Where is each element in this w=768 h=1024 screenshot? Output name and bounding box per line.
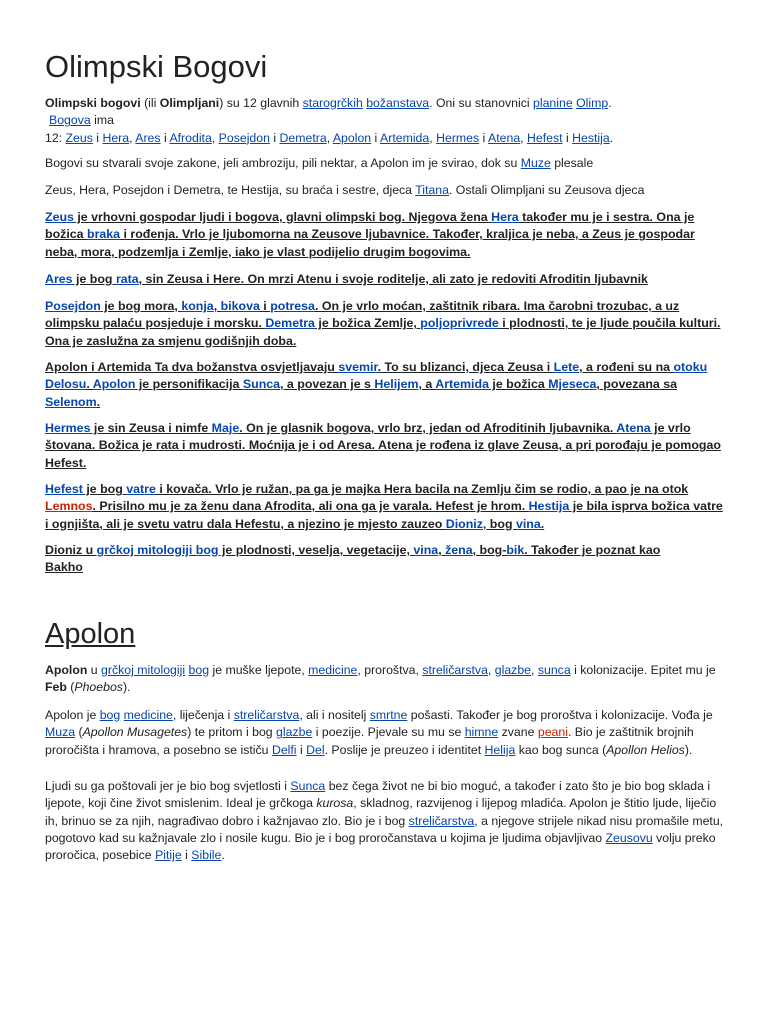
text: je vrlo štovana. Božica je rata i mudrosti. Moćnija je i od Aresa. Atena je rođena iz glave Zeusa, a pri porođaju je pomogao Hefest. (45, 421, 721, 470)
link-muze[interactable]: Muze (520, 156, 551, 170)
link-medicine[interactable]: medicine (308, 663, 358, 677)
text: , (520, 130, 528, 145)
link-streličarstva[interactable]: streličarstva (233, 708, 300, 722)
link-otoku[interactable]: otoku (673, 360, 708, 374)
link-zeusovu[interactable]: Zeusovu (605, 830, 653, 845)
text: . (608, 96, 612, 110)
text: , (438, 543, 446, 557)
text: . Oni su stanovnici (429, 96, 533, 110)
text: i poezije. Pjevale su mu se (312, 725, 465, 740)
link-bog[interactable]: bog (195, 543, 219, 557)
text: je božica Zemlje, (314, 316, 421, 331)
link-hermes[interactable]: Hermes (45, 421, 91, 435)
link-selenom[interactable]: Selenom (45, 394, 97, 409)
link-del[interactable]: Del (306, 742, 325, 757)
text: bog (486, 516, 516, 531)
text: i (296, 742, 307, 757)
text: Olimpski bogovi (45, 96, 141, 110)
text: i (181, 848, 192, 863)
link-hefest[interactable]: Hefest (527, 130, 563, 145)
text: je personifikacija (135, 377, 243, 392)
text: ). (122, 680, 131, 695)
text: i (371, 130, 381, 145)
text: , (211, 130, 219, 145)
text: . (86, 377, 93, 392)
text: . (609, 130, 614, 145)
link-glazbe[interactable]: glazbe (276, 725, 313, 740)
text: je bog (72, 272, 116, 286)
text: , a (418, 377, 436, 392)
apolon-artemida-paragraph (45, 359, 725, 411)
text: Apollon Helios (606, 742, 685, 757)
text: plesale (550, 156, 594, 170)
link-peani[interactable]: peani (537, 725, 568, 740)
link-grckoj-mitologiji[interactable]: grčkoj mitologiji (96, 543, 193, 557)
link-helija[interactable]: Helija (484, 742, 516, 757)
ares-paragraph (45, 271, 725, 288)
text: Feb (45, 680, 67, 695)
link-glazbe[interactable]: glazbe (494, 663, 532, 677)
text: , (213, 299, 221, 313)
link-helijem[interactable]: Helijem (374, 377, 419, 392)
link-bik[interactable]: bik (506, 543, 525, 557)
text: , (487, 663, 495, 677)
link-rata[interactable]: rata (115, 272, 139, 286)
link-dioniz[interactable]: Dioniz, (445, 516, 487, 531)
text: je bog (82, 482, 127, 496)
text: je bog mora, (100, 299, 182, 313)
link-medicine[interactable]: medicine (123, 708, 173, 722)
text: Apolon i Artemida (45, 360, 155, 374)
text: Zeus, Hera, Posejdon i Demetra, te Hestija, su braća i sestre, djeca (45, 183, 416, 197)
text: , povezana sa (596, 377, 677, 392)
text: Olimpljani (159, 96, 220, 110)
text: , (129, 130, 136, 145)
link-artemida[interactable]: Artemida (380, 130, 430, 145)
text: bez čega život ne bi bio moguć, a također i zato što je bio bog sklada i ljepote, koji čine život smislenim. Ideal je grčkoga (45, 779, 711, 811)
text: i (269, 130, 280, 145)
link-smrtne[interactable]: smrtne (369, 708, 408, 722)
link-posejdon[interactable]: Posejdon (45, 299, 101, 313)
text: , skladnog, razvijenog i lijepog mladića. Apolon je štitio ljude, liječio ih, brinuo se za njih, nagrađivao dobro i kažnjavao zlo. Bio je i bog (45, 796, 717, 828)
paragraph (45, 155, 735, 172)
text: Ljudi su ga poštovali jer je bio bog svjetlosti i (45, 779, 291, 793)
link-vatre[interactable]: vatre (126, 482, 156, 496)
text: , bog- (472, 543, 507, 557)
text: . (96, 394, 101, 409)
link-bogova[interactable]: Bogova (49, 113, 91, 128)
text: Apollon Musagetes (82, 725, 188, 740)
text: i (92, 130, 103, 145)
link-lete[interactable]: Lete (553, 360, 580, 374)
link-svemir[interactable]: svemir (338, 360, 378, 374)
link-posejdon[interactable]: Posejdon (218, 130, 270, 145)
link-mjeseca[interactable]: Mjeseca (548, 377, 597, 392)
text: Apolon (45, 663, 88, 677)
text: . Poslije je preuzeo i identitet (324, 742, 485, 757)
link-delfi[interactable]: Delfi (271, 742, 297, 757)
text: Apolon je (45, 708, 100, 722)
text: i plodnosti, te je ljude poučila kulturi. Ona je zaslužna za smjenu godišnjih doba. (45, 316, 721, 348)
text: Phoebos (74, 680, 123, 695)
link-maje[interactable]: Maje (211, 421, 240, 435)
text: , (326, 130, 333, 145)
zeus-paragraph (45, 209, 725, 261)
text: i (479, 130, 489, 145)
link-hestija[interactable]: Hestija (572, 130, 610, 145)
link-muza[interactable]: Muza (45, 725, 76, 740)
link-zena[interactable]: žena (445, 543, 473, 557)
link-streličarstva[interactable]: streličarstva (408, 813, 475, 828)
link-atena[interactable]: Atena (616, 421, 651, 435)
text: je sin Zeusa i nimfe (90, 421, 212, 435)
link-bog[interactable]: bog (99, 708, 121, 722)
link-poljoprivrede[interactable]: poljoprivrede (420, 316, 499, 331)
link-zeus[interactable]: Zeus (45, 210, 74, 224)
link-demetra[interactable]: Demetra (279, 130, 327, 145)
link-hestija[interactable]: Hestija (528, 499, 570, 514)
page-title: Olimpski Bogovi (45, 49, 268, 84)
text: volju preko proročica, posebice (45, 830, 716, 863)
link-himne[interactable]: himne (464, 725, 499, 740)
apolon-paragraph-2 (45, 707, 725, 759)
text: ) su 12 glavnih (219, 96, 303, 110)
text: , (531, 663, 538, 677)
hefest-paragraph (45, 481, 725, 533)
text: . Prisilno mu je za ženu dana Afrodita, ali ona ga je varala. Hefest je hrom. (92, 499, 529, 514)
text: , liječenja i (172, 708, 234, 722)
link-hermes[interactable]: Hermes (436, 130, 480, 145)
text: je muške ljepote, (209, 663, 309, 677)
posejdon-paragraph (45, 298, 725, 350)
link-planine[interactable]: planine (533, 96, 573, 110)
link-lemnos[interactable]: Lemnos (45, 499, 93, 514)
text: . (221, 848, 225, 863)
text: . On je glasnik bogova, vrlo brz, jedan od Afroditinih ljubavnika. (239, 421, 617, 435)
link-zeus[interactable]: Zeus (65, 130, 93, 145)
text: . Također je poznat kao Bakho (45, 543, 661, 575)
text: također mu je i sestra. Ona je božica (45, 210, 695, 242)
link-hera[interactable]: Hera (491, 210, 519, 224)
text: je vrhovni gospodar ljudi i bogova, glavni olimpski bog. Njegova žena (73, 210, 492, 224)
text: . To su blizanci, djeca Zeusa i (377, 360, 554, 374)
text: i (259, 299, 271, 313)
link-delosu[interactable]: Delosu (45, 377, 87, 392)
link-artemida[interactable]: Artemida (435, 377, 489, 392)
text: . Ostali Olimpljani su Zeusova djeca (448, 183, 645, 197)
link-konja[interactable]: konja (181, 299, 214, 313)
link-titana[interactable]: Titana (415, 183, 449, 197)
text: u (87, 663, 102, 677)
link-streličarstva[interactable]: streličarstva (422, 663, 488, 677)
text: . On je vrlo moćan, zaštitnik ribara. Ima čarobni trozubac, a uz olimpsku palaću posjeduje i morsku. (45, 299, 680, 331)
text: pošasti. Također je bog proroštva i kolonizacije. Vođa je (407, 708, 713, 722)
text: ). (684, 742, 693, 757)
link-bozanstava[interactable]: božanstava (366, 96, 430, 110)
text: i kovača. Vrlo je ružan, pa ga je majka Hera bacila na Zemlju čim se rodio, a pao je na otok (155, 482, 689, 496)
text: i (160, 130, 170, 145)
text: i rođenja. Vrlo je ljubomorna na Zeusove ljubavnice. Također, kraljica je neba, a Zeus je gospodar neba, mora, podzemlja i Zemlje, iako je vlast podijelio drugim bogovima. (45, 227, 695, 259)
text: . Bio je zaštitnik brojnih proročišta i hramova, a posebno se ističu (45, 725, 694, 757)
link-olimp[interactable]: Olimp (576, 96, 609, 110)
text: , ali i nositelj (299, 708, 370, 722)
link-bikova[interactable]: bikova (220, 299, 260, 313)
link-grckoj-mitologiji[interactable]: grčkoj mitologiji (101, 663, 186, 677)
link-starogrckih[interactable]: starogrčkih (302, 96, 363, 110)
link-sunca[interactable]: sunca (537, 663, 571, 677)
link-vina[interactable]: vina (413, 543, 439, 557)
text: . (540, 516, 545, 531)
link-atena[interactable]: Atena (488, 130, 521, 145)
text: , sin Zeusa i Here. On mrzi Atenu i svoje roditelje, ali zato je redoviti Afroditin ljubavnik (138, 272, 648, 286)
apolon-intro (45, 662, 725, 697)
text: je plodnosti, veselja, vegetacije, (218, 543, 414, 557)
link-sunca[interactable]: Sunca (290, 779, 326, 793)
paragraph (45, 182, 735, 199)
text: Ta dva božanstva osvjetljavaju (154, 360, 339, 374)
text: je bila isprva božica vatre i ognjišta, ali je svetu vatru dala Hefestu, a njezino je mjesto zauzeo (45, 499, 723, 531)
text: , (429, 130, 437, 145)
link-demetra[interactable]: Demetra (265, 316, 315, 331)
text: , a rođeni su na (579, 360, 674, 374)
hermes-paragraph (45, 420, 725, 472)
section-title: Apolon (45, 618, 136, 650)
text: , a njegove strijele nikad nisu promašile metu, pogotovo kad su kažnjavale zlo i nosile kugu. Bio je i bog proročanstava u kojima je ljudima objavljivao (45, 813, 724, 845)
link-apolon[interactable]: Apolon (92, 377, 136, 392)
link-hera[interactable]: Hera (102, 130, 130, 145)
text: ( (66, 680, 75, 695)
text: 12: (45, 130, 66, 145)
text: kurosa (316, 796, 354, 811)
link-braka[interactable]: braka (87, 227, 121, 242)
text: zvane (498, 725, 538, 740)
text: , a povezan je s (280, 377, 375, 392)
text: Bogovi su stvarali svoje zakone, jeli ambroziju, pili nektar, a Apolon im je svirao, dok su (45, 156, 521, 170)
apolon-paragraph-3 (45, 778, 725, 864)
text: je božica (488, 377, 549, 392)
text: (ili (140, 96, 160, 110)
link-sunca[interactable]: Sunca (242, 377, 281, 392)
link-ares[interactable]: Ares (45, 272, 73, 286)
text: Dioniz u (45, 543, 97, 557)
text: ima (90, 113, 114, 128)
link-afrodita[interactable]: Afrodita (169, 130, 212, 145)
link-hefest[interactable]: Hefest (45, 482, 83, 496)
text: ( (75, 725, 83, 740)
link-ares[interactable]: Ares (135, 130, 161, 145)
link-potresa[interactable]: potresa (270, 299, 315, 313)
link-vina[interactable]: vina (515, 516, 541, 531)
link-sibile[interactable]: Sibile (191, 848, 222, 863)
link-bog[interactable]: bog (188, 663, 210, 677)
link-apolon[interactable]: Apolon (332, 130, 372, 145)
text: i kolonizacije. Epitet mu je (570, 663, 716, 677)
dioniz-paragraph (45, 542, 685, 577)
text: , proroštva, (357, 663, 423, 677)
intro-paragraph (45, 95, 735, 147)
link-pitije[interactable]: Pitije (155, 848, 182, 863)
text: i (562, 130, 573, 145)
text: kao bog sunca ( (515, 742, 607, 757)
text: ) te pritom i bog (187, 725, 277, 740)
